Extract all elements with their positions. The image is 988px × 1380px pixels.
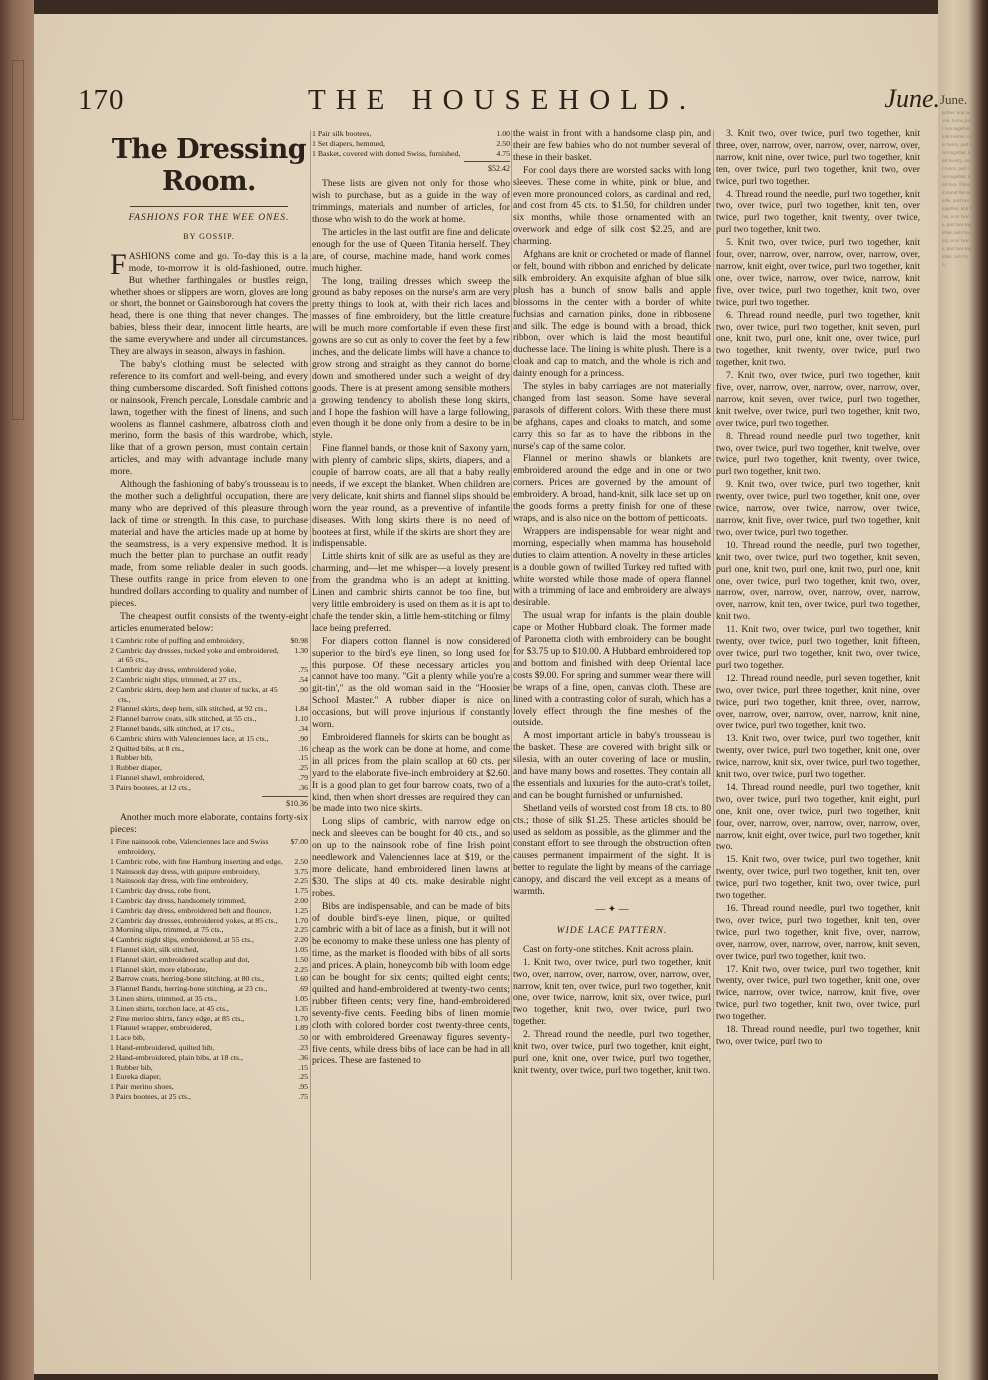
- item-price: 2.50: [496, 138, 510, 148]
- item-description: 1 Cambric day dress, handsomely trimmed,: [110, 896, 246, 906]
- paragraph: For diapers cotton flannel is now considered superior to the bird's eye linen, so long used for this purpose. Of these necessary articles you cannot have too many. "Git a plenty while you're a git-tin'," as the old woman said in the "Hoosier School Master." A rubber diaper is nice on occasions, but will prove injurious if constantly worn.: [312, 635, 510, 731]
- knitting-instruction: 11. Knit two, over twice, purl two together, knit twenty, over twice, purl two together, knit fifteen, over twice, purl two together, knit two, over twice, purl two together.: [716, 624, 920, 671]
- item-description: 1 Flannel shawl, embroidered,: [110, 772, 205, 782]
- paragraph: These lists are given not only for those who wish to purchase, but as a guide in the way of trimmings, materials and number of articles, for those who wish to do the work at home.: [312, 178, 510, 226]
- price-list-item: [312, 139, 510, 149]
- item-price: .90: [298, 733, 308, 743]
- knitting-instruction: 5. Knit two, over twice, purl two together, knit four, over, narrow, over, narrow, over, narrow, over, narrow, knit eight, over twice, purl two together, knit one, over twice, narrow, over twice, narrow, knit five, over twice, purl two together, knit two, over twice, purl two together.: [716, 237, 920, 308]
- drop-cap: F: [110, 247, 127, 281]
- item-price: .95: [298, 1082, 308, 1092]
- page-number: 170: [78, 84, 125, 116]
- item-description: 1 Eureka diaper,: [110, 1072, 161, 1082]
- knitting-instruction: 4. Thread round the needle, purl two together, knit two, over twice, purl two together, knit ten, over twice, purl two together, knit twenty, over twice, purl two together, knit two.: [716, 188, 920, 236]
- price-list-item: [110, 965, 308, 975]
- price-list-item: [110, 837, 308, 857]
- price-list-item: [110, 685, 308, 705]
- masthead: THE HOUSEHOLD.: [308, 84, 697, 116]
- knitting-instruction: 14. Thread round needle, purl two together, knit two, over twice, purl two together, knit eight, purl one, knit one, over twice, purl two together, knit four, over, narrow, over, narrow, over, narrow, over, narrow, knit eight, over twice, purl two together, knit two.: [716, 781, 920, 853]
- price-list-item: [110, 724, 308, 734]
- item-description: 1 Basket, covered with dotted Swiss, furnished,: [312, 148, 461, 158]
- facing-page-text: gether, knit seven, twice, purl two together, knit twelve, over twice, purl two together, knit twenty, over twice, purl two together, knit two. Thread round the needle, purl two together, knit five, over twice, purl two together, knit twenty, over twice, purl two together, knit two.: [942, 111, 972, 268]
- price-list: [110, 837, 308, 1102]
- item-description: 1 Flannel skirt, more elaborate,: [110, 964, 208, 974]
- knitting-instruction: 6. Thread round needle, purl two together, knit two, over twice, purl two together, knit seven, purl one, knit two, purl one, knit one, over twice, purl two together, knit twenty, over twice, purl two together, knit two.: [716, 309, 920, 369]
- item-description: 4 Cambric night slips, embroidered, at 55 cts.,: [110, 935, 254, 945]
- column-3: [513, 128, 711, 1280]
- item-description: 1 Pair merino shoes,: [110, 1082, 174, 1092]
- knitting-instruction: 9. Knit two, over twice, purl two together, knit twenty, over twice, purl two together, knit one, over twice, narrow, over twice, narrow, over twice, narrow, knit five, over twice, purl two together, knit two, over twice, purl two together.: [716, 479, 920, 538]
- issue-month: June.: [884, 84, 940, 113]
- paragraph: Little shirts knit of silk are as useful as they are charming, and—let me whisper—a lovely present from the grandma who is an adept at knitting. Linen and cambric shirts cannot be too fine, but very little embroidery is used on them as it is apt to chafe the tender skin, a little hem-stitching or filmy lace being preferred.: [312, 551, 510, 634]
- ornament-divider: — ✦ —: [595, 904, 629, 915]
- knitting-instruction: 1. Knit two, over twice, purl two together, knit two, over, narrow, over, narrow, over, narrow, over, narrow, knit ten, over twice, purl two together, knit one, over twice, narrow, knit six, over twice, purl two together, knit two, over twice, purl two together.: [513, 956, 711, 1028]
- item-price: .25: [298, 763, 308, 773]
- knitting-instruction: 10. Thread round the needle, purl two together, knit two, over twice, purl two together, knit seven, purl one, knit two, purl one, knit two, purl one, knit one, over twice, purl two together, knit two, over, narrow, over, narrow, over, narrow, over, narrow, over, narrow, knit ten, over twice, purl two together, knit two.: [716, 539, 920, 623]
- page-header: [78, 84, 940, 124]
- price-list-item: [110, 1082, 308, 1092]
- item-description: 3 Pairs bootees, at 12 cts.,: [110, 782, 191, 792]
- item-description: 1 Rubber diaper,: [110, 763, 162, 773]
- column-rule: [511, 130, 512, 1280]
- item-price: .25: [298, 1072, 308, 1082]
- facing-page-edge: [938, 0, 988, 1380]
- price-list-item: [110, 744, 308, 754]
- price-list-item: [110, 974, 308, 984]
- price-list-item: [110, 1063, 308, 1073]
- item-description: 1 Cambric day dress, embroidered belt and flounce,: [110, 905, 272, 915]
- item-description: 2 Cambric night slips, trimmed, at 27 cts.,: [110, 675, 242, 684]
- paragraph: the waist in front with a handsome clasp pin, and their are few babies who do not number several of these in their basket.: [513, 128, 711, 163]
- price-list-item: [110, 773, 308, 783]
- item-description: 1 Flannel skirt, silk stitched,: [110, 945, 199, 955]
- item-price: 1.75: [294, 886, 308, 896]
- paragraph: Fine flannel bands, or those knit of Saxony yarn, with plenty of cambric slips, skirts, diapers, and a couple of barrow coats, are all that a baby really needs, if we except the blanket. When children are very delicate, knit shirts and flannel slips should be worn the year round, as a preventive of infantile diseases. With long skirts there is no need of bootees at first, while if the skirts are short they are indispensable.: [312, 443, 510, 550]
- item-price: $7.00: [290, 837, 308, 847]
- item-price: .90: [298, 684, 308, 694]
- item-price: 4.75: [496, 148, 510, 158]
- price-list-item: [110, 935, 308, 945]
- item-price: 1.35: [294, 1003, 308, 1013]
- paragraph: Bibs are indispensable, and can be made of bits of double bird's-eye linen, pique, or quilted cambric with a bit of lace as a finish, but it will not be economy to make these unless one has plenty of time, as the market is flooded with bibs of all sorts and prices. A plain, honeycomb bib with loom edge can be bought for six cents; quilted eight cents; quilted and hand-embroidered at twenty-two cents; rubber fifteen cents; very fine, hand-embroidered seventy-five cents. Feeding bibs of linen momie cloth with colored border cost twenty-three cents, or with embroidered Greenaway figures seventy-five cents, while dress bibs of lace can be had in all prices. These are fastened to: [312, 900, 510, 1067]
- knitting-instruction: 3. Knit two, over twice, purl two together, knit three, over, narrow, over, narrow, over, narrow, over, narrow, knit nine, over twice, purl two together, knit ten, over twice, purl two together, knit two, over twice, purl two together.: [716, 128, 920, 187]
- column-rule: [310, 130, 311, 1280]
- price-list-item: [110, 955, 308, 965]
- paragraph: A most important article in baby's trousseau is the basket. These are covered with bright silk or silesia, with an outer covering of lace or muslin, and have many bows and rosettes. They contain all the essentials and luxuries for the auto-crat's toilet, and can be bought furnished or unfurnished.: [513, 730, 711, 801]
- item-description: 3 Morning slips, trimmed, at 75 cts.,: [110, 925, 224, 935]
- paragraph: The baby's clothing must be selected with reference to its comfort and well-being, and every thing cumbersome discarded. Soft finished cottons or nainsook, French percale, Lonsdale cambric and lawn, together with the finest of linens, and such woolens as flannel cashmere, albatross cloth and merino, form the basis of this wardrobe, which, like that of a grown person, must contain certain articles, and may with advantage include many more.: [110, 358, 308, 478]
- item-description: 2 Cambric day dresses, embroidered yokes, at 85 cts.,: [110, 915, 278, 925]
- item-description: 2 Hand-embroidered, plain bibs, at 18 cts.,: [110, 1052, 243, 1062]
- paragraph: Afghans are knit or crocheted or made of flannel or felt, bound with ribbon and enriched by delicate silk embroidery. An exquisite afghan of blue silk plush has a bunch of snow balls and apple blossoms in the center with a border of white fuchsias and carnation pinks, done in ribbosene and silk. The edge is bound with a broad, thick ribbon, over which is laid the most beautiful duchesse lace. The lining is white plush. There is a cloak and cap to match, and the whole is rich and dainty enough for a princess.: [513, 249, 711, 380]
- item-description: 2 Barrow coats, herring-bone stitching, at 80 cts.,: [110, 974, 264, 984]
- item-price: .54: [298, 675, 308, 684]
- item-description: 2 Cambric skirts, deep hem and cluster of tucks, at 45 cts.,: [110, 684, 278, 704]
- item-price: 1.00: [496, 129, 510, 138]
- column-2: [312, 128, 510, 1280]
- price-list: [110, 636, 308, 793]
- price-list-item: [110, 734, 308, 744]
- price-list-item: [110, 1023, 308, 1033]
- item-price: .34: [298, 723, 308, 733]
- item-price: 1.89: [294, 1023, 308, 1033]
- knitting-instruction: 17. Knit two, over twice, purl two together, knit twenty, over twice, purl two together, knit one, over twice, narrow, over twice, narrow, knit five, over twice, purl two together, knit two, over twice, purl two together.: [716, 963, 920, 1023]
- price-list-item: [110, 763, 308, 773]
- item-description: 1 Nainsook day dress, with fine embroidery,: [110, 876, 249, 886]
- item-description: 1 Flannel wrapper, embroidered,: [110, 1023, 212, 1033]
- item-description: 3 Flannel Bands, herring-bone stitching, at 23 cts.,: [110, 984, 268, 994]
- item-description: 6 Cambric shirts with Valenciennes lace, at 15 cts.,: [110, 733, 269, 743]
- price-list-item: [110, 1053, 308, 1063]
- column-1: [110, 128, 308, 1280]
- paragraph: The usual wrap for infants is the plain double cape or Mother Hubbard cloak. The former made of Paronetta cloth with embroidery can be bought for $3.75 up to $10.00. A Hubbard embroidered top and bottom and finished with deep Oriental lace costs $9.00. For spring and summer wear there will be wraps of a fine, open, canvas cloth. These are lined with a contrasting color of surah, which has a lovely effect through the fine meshes of the outside.: [513, 610, 711, 729]
- item-price: 1.60: [294, 974, 308, 984]
- item-price: 1.70: [294, 915, 308, 925]
- item-description: 1 Cambric day dress, robe front,: [110, 886, 211, 896]
- price-list-item: [110, 783, 308, 793]
- item-price: .69: [298, 984, 308, 994]
- item-price: .15: [298, 1062, 308, 1072]
- column-rule: [713, 130, 714, 1280]
- knitting-instruction: 18. Thread round needle, purl two together, knit two, over twice, purl two to: [716, 1024, 920, 1047]
- price-list-item: [110, 675, 308, 685]
- paragraph: Wrappers are indispensable for wear night and morning, especially when mamma has household duties to claim attention. A novelty in these articles is a double gown of twilled Turkey red tufted with white worsted while those made of opera flannel with a trimming of lace and embroidery are always desirable.: [513, 525, 711, 609]
- book-binding-left: [0, 0, 34, 1380]
- price-list-item: [110, 876, 308, 886]
- list-total: $52.42: [464, 161, 510, 175]
- item-description: 3 Linen shirts, torchon lace, at 45 cts.,: [110, 1003, 229, 1013]
- item-description: 1 Nainsook day dress, with guipure embroidery,: [110, 866, 260, 876]
- item-price: 2.25: [294, 925, 308, 935]
- price-list-item: [110, 886, 308, 896]
- price-list-item: [110, 1033, 308, 1043]
- item-price: .36: [298, 782, 308, 792]
- price-list-item: [110, 1092, 308, 1102]
- item-price: 1.70: [294, 1013, 308, 1023]
- price-list-item: [110, 867, 308, 877]
- list-total: $10.36: [262, 796, 308, 810]
- price-list-item: [110, 916, 308, 926]
- price-list-item: [110, 994, 308, 1004]
- paragraph: The articles in the last outfit are fine and delicate enough for the use of Queen Titania herself. They are, of course, machine made, hand work comes much higher.: [312, 226, 510, 274]
- item-description: 2 Flannel barrow coats, silk stitched, at 55 cts.,: [110, 714, 257, 724]
- paragraph: For cool days there are worsted sacks with long sleeves. These come in white, pink or blue, and even more pronounced colors, as cardinal and red, and cost from 45 cts. to $1.50, for children under six months, while those ornamented with an overwork and edge of silk cost $2.25, and are charming.: [513, 164, 711, 248]
- item-description: 1 Rubber bib,: [110, 1062, 153, 1072]
- price-list-item: [110, 984, 308, 994]
- paragraph: Long slips of cambric, with narrow edge on neck and sleeves can be bought for 40 cts., and so on up to the nainsook robe of fine Irish point needlework and Valenciennes lace at $19, or the more delicate, hand embroidered linen lawns at $30. The slips at 40 cts. make desirable night robes.: [312, 816, 510, 899]
- department-title: The Dressing Room.: [111, 134, 307, 197]
- paragraph: Another much more elaborate, contains forty-six pieces:: [110, 812, 308, 836]
- item-price: 1.10: [294, 714, 308, 724]
- byline: BY GOSSIP.: [183, 231, 235, 241]
- knitting-instruction: Cast on forty-one stitches. Knit across plain.: [523, 943, 694, 955]
- price-list-item: [110, 906, 308, 916]
- item-price: .15: [298, 753, 308, 763]
- price-list-item: [110, 1072, 308, 1082]
- item-description: 1 Set diapers, hemmed,: [312, 138, 385, 148]
- price-list: [312, 129, 510, 158]
- price-list-item: [110, 714, 308, 724]
- knitting-instruction: 16. Thread round needle, purl two together, knit two, over twice, purl two together, knit ten, over twice, purl two together, knit five, over, narrow, over, narrow, over, narrow, over, narrow, knit seven, over twice, purl two together, knit two.: [716, 903, 920, 962]
- knitting-instruction: 7. Knit two, over twice, purl two together, knit five, over, narrow, over, narrow, over, narrow, over, narrow, knit seven, over twice, purl two together, knit twelve, over twice, purl two together, knit two, over twice, purl two together.: [716, 370, 920, 429]
- item-description: 1 Fine nainsook robe, Valenciennes lace and Swiss embroidery,: [110, 837, 269, 857]
- price-list-item: [110, 636, 308, 646]
- item-description: 2 Flannel bands, silk stitched, at 17 cts.,: [110, 723, 235, 733]
- paragraph: The long, trailing dresses which sweep the ground as baby reposes on the nurse's arm are very pretty things to look at, with their rich laces and masses of fine embroidery, but the little creature will be much more comfortable if even these first gowns are so cut as only to cover the feet by a few inches, and the delicate limbs will have a chance to grow strong and straight as they cannot do borne down and smothered under such a weight of dry goods. There is at present among sensible mothers a growing tendency to abolish these long skirts, and I hope the fashion will have a large following, even though it be done only from a desire to be in style.: [312, 275, 510, 442]
- item-price: .75: [298, 1092, 308, 1101]
- item-price: 1.30: [294, 645, 308, 655]
- item-description: 3 Linen shirts, trimmed, at 35 cts.,: [110, 994, 217, 1004]
- knitting-instruction: 15. Knit two, over twice, purl two together, knit twenty, over twice, purl two together, knit ten, over twice, purl two together, knit two, over twice, purl two together.: [716, 854, 920, 902]
- item-description: 1 Flannel skirt, embroidered scallop and dot,: [110, 954, 250, 964]
- item-price: .23: [298, 1043, 308, 1053]
- item-price: .36: [298, 1052, 308, 1062]
- item-description: 2 Flannel skirts, deep hem, silk stitched, at 92 cts.,: [110, 704, 268, 714]
- article-title: FASHIONS FOR THE WEE ONES.: [128, 213, 290, 223]
- price-list-item: [110, 1004, 308, 1014]
- item-price: .79: [298, 772, 308, 782]
- price-list-item: [110, 857, 308, 867]
- pattern-title: WIDE LACE PATTERN.: [556, 925, 668, 936]
- price-list-item: [110, 1014, 308, 1024]
- price-list-item: [110, 704, 308, 714]
- item-description: 2 Fine merino shirts, fancy edge, at 85 cts.,: [110, 1013, 245, 1023]
- item-description: 2 Cambric day dresses, tucked yoke and embroidered, at 65 cts.,: [110, 645, 279, 665]
- paragraph: Shetland veils of worsted cost from 18 cts. to 80 cts.; those of silk $1.25. These articles should be used as seldom as possible, as the glimmer and the constant effort to see through the obstruction often causes permanent impairment of the sight. It is better to regulate the light by means of the carriage canopy, and discard the veil except as a means of warmth.: [513, 802, 711, 898]
- paragraph: The styles in baby carriages are not materially changed from last season. Some have several parasols of different colors. With these there must be afghans, capes and cloaks to match, and some carry this so far as to have the ribbons in the nurse's cap of the same color.: [513, 381, 711, 452]
- column-4: [716, 128, 920, 1280]
- library-stamp: [12, 60, 24, 420]
- price-list-item: [110, 753, 308, 763]
- item-price: 1.05: [294, 994, 308, 1004]
- item-price: .75: [298, 665, 308, 675]
- item-price: 2.25: [294, 876, 308, 886]
- item-description: 1 Rubber bib,: [110, 753, 153, 763]
- price-list-item: [110, 925, 308, 935]
- item-price: $0.98: [290, 635, 308, 645]
- price-list-item: [110, 945, 308, 955]
- divider: [130, 206, 288, 207]
- knitting-instruction: 2. Thread round the needle, purl two together, knit two, over twice, purl two together, knit eight, purl one, knit one, over twice, purl two together, knit twenty, over twice, purl two together, knit two.: [513, 1029, 711, 1076]
- item-description: 1 Cambric robe of puffing and embroidery,: [110, 635, 245, 645]
- item-price: 1.05: [294, 945, 308, 955]
- knitting-instruction: 8. Thread round needle purl two together, knit two, over twice, purl two together, knit twelve, over twice, purl two together, knit twenty, over twice, purl two together, knit two.: [716, 430, 920, 478]
- knitting-instruction: 13. Knit two, over twice, purl two together, knit twenty, over twice, purl two together, knit one, over twice, narrow, knit six, over twice, purl two together, knit two, over twice, purl two together.: [716, 733, 920, 781]
- knitting-instruction: 12. Thread round needle, purl seven together, knit two, over twice, purl three together, knit nine, over twice, purl two together, knit three, over, narrow, over, narrow, over, narrow, over, narrow, knit nine, over twice, purl two together, knit two.: [716, 672, 920, 732]
- item-price: 1.50: [294, 954, 308, 964]
- item-description: 3 Pairs bootees, at 25 cts.,: [110, 1092, 191, 1101]
- item-price: 2.20: [294, 935, 308, 945]
- paragraph: Flannel or merino shawls or blankets are embroidered around the edge and in one or two corners. Prices are governed by the amount of embroidery. A broad, hand-knit, silk lace set up on the goods forms a pretty finish for one of these wraps, and is also nice on the bottom of petticoats.: [513, 453, 711, 524]
- item-price: 3.75: [294, 866, 308, 876]
- item-price: .16: [298, 743, 308, 753]
- item-price: 2.25: [294, 964, 308, 974]
- paragraph: The cheapest outfit consists of the twenty-eight articles enumerated below:: [110, 611, 308, 634]
- item-price: 2.00: [294, 896, 308, 906]
- item-price: 2.50: [294, 856, 308, 866]
- price-list-item: [110, 646, 308, 666]
- paragraph: Although the fashioning of baby's trousseau is to the mother such a delightful occupation, there are many who are deprived of this pleasure through lack of time or strength. In this case, to purchase material and have the articles made up at home by the seamstress, is a very expensive method. It is much the better plan to purchase an outfit ready made, from some reliable dealer in such goods. These outfits range in price from eleven to one hundred dollars according to quality and number of pieces.: [110, 479, 308, 610]
- price-list-item: [110, 1043, 308, 1053]
- item-price: .50: [298, 1033, 308, 1043]
- item-description: 1 Cambric day dress, embroidered yoke,: [110, 665, 237, 675]
- item-description: 1 Lace bib,: [110, 1033, 145, 1043]
- paragraph: FASHIONS come and go. To-day this is a la mode, to-morrow it is old-fashioned, outre. But whether farthingales or bustles reign, whether shoes or slippers are worn, gloves are long or short, the bonnet or Gainsborough hat covers the head, there is one thing that never changes. The babies, bless their dear, innocent little hearts, are the same everywhere and under all circumstances. They are always in season, always in fashion.: [110, 247, 308, 358]
- price-list-item: [110, 665, 308, 675]
- item-price: 1.84: [294, 704, 308, 714]
- item-price: 1.25: [294, 905, 308, 915]
- item-description: 1 Cambric robe, with fine Hamburg inserting and edge,: [110, 856, 283, 866]
- item-description: 1 Hand-embroidered, quilted bib,: [110, 1043, 215, 1053]
- item-description: 1 Pair silk bootees,: [312, 129, 372, 138]
- price-list-item: [312, 149, 510, 159]
- price-list-item: [110, 896, 308, 906]
- item-description: 2 Quilted bibs, at 8 cts.,: [110, 743, 185, 753]
- price-list-item: [312, 129, 510, 139]
- facing-page-header: June.: [940, 92, 968, 107]
- paragraph: Embroidered flannels for skirts can be bought as cheap as the work can be done at home, and come in all prices from the plain scallop at 60 cts. per yard to the elaborate five-inch embroidery at $2.60. It is a good plan to get four barrow coats, two of a kind, then when short dresses are required they can be made into two nice skirts.: [312, 731, 510, 815]
